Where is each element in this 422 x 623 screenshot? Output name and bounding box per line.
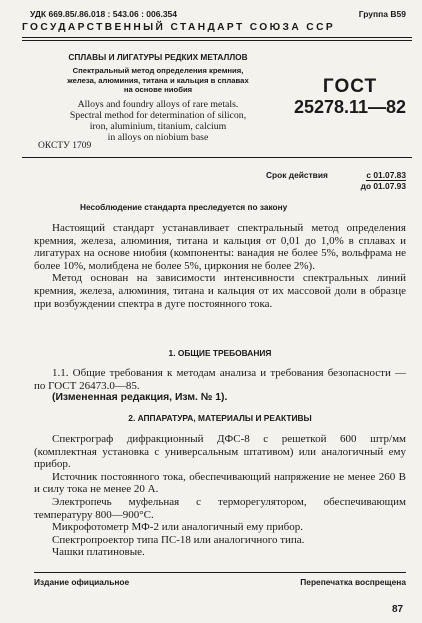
okstu-code: ОКСТУ 1709 <box>38 141 92 151</box>
validity-to: до 01.07.93 <box>360 181 406 191</box>
group-code: Группа В59 <box>358 9 406 19</box>
validity-from: с 01.07.83 <box>366 170 406 180</box>
footer-official: Издание официальное <box>34 577 130 587</box>
section-1-title: 1. ОБЩИЕ ТРЕБОВАНИЯ <box>168 348 272 358</box>
title-heading-ru: СПЛАВЫ И ЛИГАТУРЫ РЕДКИХ МЕТАЛЛОВ <box>68 52 248 62</box>
gost-word: ГОСТ <box>322 76 378 97</box>
equipment-item: Микрофотометр МФ-2 или аналогичный ему прибор. <box>52 521 304 534</box>
top-line <box>30 9 406 19</box>
validity-block <box>266 170 406 191</box>
footer-divider <box>34 572 406 573</box>
title-english <box>34 99 282 143</box>
section-1-body <box>34 367 406 405</box>
intro-paragraph: Настоящий стандарт устанавливает спектральный метод определения кремния, железа, алюминия, титана и кальция от 0,01 до 1,0% в сплавах и лигатурах на основе ниобия (компоненты: ванадия не более 5%, вольфрама не более 10%, молибдена не более 5%, циркония не более 2%). <box>34 222 406 272</box>
english-line: Alloys and foundry alloys of rare metals. <box>77 98 239 110</box>
intro-text <box>34 222 406 310</box>
section-2-list <box>34 433 406 559</box>
equipment-item: Спектрограф дифракционный ДФС-8 с решеткой 600 штр/мм (комплектная установка с универсальным штативом) или аналогичный ему прибор. <box>34 433 406 471</box>
gost-number: 25278.11—82 <box>293 97 407 117</box>
page-number: 87 <box>392 604 404 615</box>
equipment-item: Чашки платиновые. <box>52 546 145 559</box>
footer-reprint: Перепечатка воспрещена <box>300 577 406 587</box>
title-rule-bottom <box>22 40 412 41</box>
udk-code: УДК 669.85/.86.018 : 543.06 : 006.354 <box>30 9 178 19</box>
noncompliance-notice: Несоблюдение стандарта преследуется по закону <box>80 202 288 212</box>
section-2-title: 2. АППАРАТУРА, МАТЕРИАЛЫ И РЕАКТИВЫ <box>128 413 312 423</box>
intro-paragraph: Метод основан на зависимости интенсивности спектральных линий кремния, железа, алюминия, титана и кальция от их массовой доли в образце при возбуждении спектра в дуге постоянного тока. <box>34 272 406 310</box>
english-line: Spectral method for determination of silicon, <box>69 109 247 121</box>
equipment-item: Спектропроектор типа ПС-18 или аналогичного типа. <box>52 533 305 546</box>
standard-title: ГОСУДАРСТВЕННЫЙ СТАНДАРТ СОЮЗА ССР <box>22 22 336 33</box>
english-line: iron, aluminium, titanium, calcium <box>89 120 227 132</box>
amendment-note: (Измененная редакция, Изм. № 1). <box>52 392 228 404</box>
validity-label: Срок действия <box>266 170 328 180</box>
english-line: in alloys on niobium base <box>107 131 209 143</box>
gost-number-block <box>290 76 410 118</box>
footer <box>34 577 406 587</box>
title-rule-top <box>22 37 412 38</box>
subtitle-line: Спектральный метод определения кремния, <box>72 66 244 75</box>
subtitle-line: на основе ниобия <box>123 85 193 94</box>
title-block <box>34 52 282 143</box>
section-1-text: 1.1. Общие требования к методам анализа и требования безопасности — по ГОСТ 26473.0—85. <box>34 367 406 392</box>
subtitle-line: железа, алюминия, титана и кальция в сплавах <box>67 75 249 85</box>
title-subtitle-ru <box>34 66 282 95</box>
equipment-item: Электропечь муфельная с терморегулятором, обеспечивающим температуру 800—900°С. <box>34 495 406 521</box>
equipment-item: Источник постоянного тока, обеспечивающий напряжение не менее 260 В и силу тока не менее 20 А. <box>34 470 406 496</box>
header-divider <box>22 157 412 158</box>
